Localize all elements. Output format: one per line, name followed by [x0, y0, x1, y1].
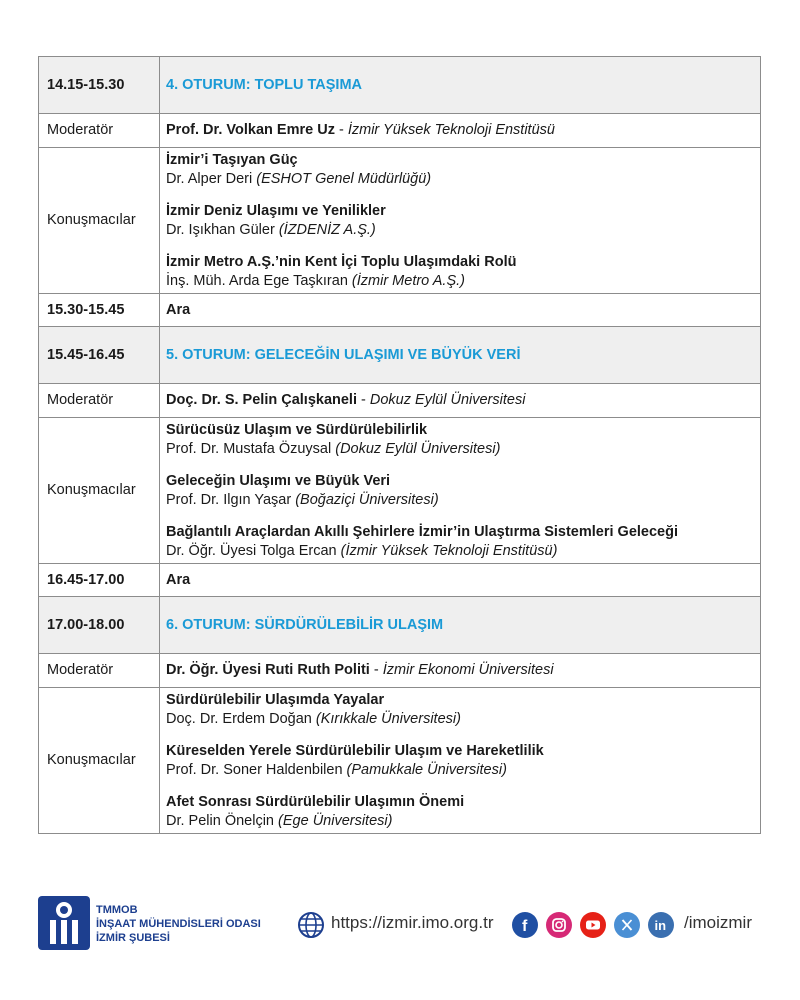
- talk-title: Afet Sonrası Sürdürülebilir Ulaşımın Önemi: [166, 794, 465, 810]
- talk-title: Bağlantılı Araçlardan Akıllı Şehirlere İzmir’in Ulaştırma Sistemleri Geleceği: [166, 524, 678, 540]
- website-link[interactable]: https://izmir.imo.org.tr: [331, 913, 494, 932]
- talk-title: İzmir Metro A.Ş.’nin Kent İçi Toplu Ulaşımdaki Rolü: [166, 254, 517, 270]
- moderator-affiliation: İzmir Yüksek Teknoloji Enstitüsü: [347, 122, 555, 138]
- talk-item: [166, 253, 760, 291]
- session-row: [39, 327, 761, 384]
- session-row: [39, 597, 761, 654]
- talk-affiliation: (İZDENİZ A.Ş.): [278, 222, 376, 238]
- talk-speaker: Prof. Dr. Soner Haldenbilen: [166, 762, 343, 778]
- session-title-text: 6. OTURUM: SÜRDÜRÜLEBİLİR ULAŞIM: [166, 616, 444, 633]
- break-time: 16.45-17.00: [39, 564, 160, 597]
- moderator-label: Moderatör: [39, 384, 160, 418]
- speakers-label: Konuşmacılar: [39, 418, 160, 564]
- talk-speaker-line: [166, 710, 760, 729]
- instagram-icon[interactable]: [546, 912, 572, 938]
- talk-speaker: Dr. Alper Deri: [166, 171, 253, 187]
- session-time: 17.00-18.00: [39, 597, 160, 654]
- talk-item: [166, 691, 760, 729]
- org-line-2: İNŞAAT MÜHENDİSLERİ ODASI: [96, 918, 261, 930]
- talk-title: İzmir Deniz Ulaşımı ve Yenilikler: [166, 203, 386, 219]
- talk-item: [166, 793, 760, 831]
- moderator-row: [39, 384, 761, 418]
- speakers-row: [39, 418, 761, 564]
- talk-affiliation: (Boğaziçi Üniversitesi): [295, 492, 439, 508]
- moderator-label: Moderatör: [39, 114, 160, 148]
- organization-name: [96, 903, 261, 945]
- moderator-cell: [160, 384, 761, 418]
- talk-speaker: Dr. Işıkhan Güler: [166, 222, 275, 238]
- speakers-cell: [160, 148, 761, 294]
- program-table: [38, 56, 761, 834]
- moderator-label: Moderatör: [39, 654, 160, 688]
- talk-speaker-line: [166, 542, 760, 561]
- talk-item: [166, 523, 760, 561]
- talk-affiliation: (Ege Üniversitesi): [278, 813, 393, 829]
- footer: [38, 896, 768, 952]
- speakers-label: Konuşmacılar: [39, 688, 160, 834]
- speakers-label: Konuşmacılar: [39, 148, 160, 294]
- talk-title: Küreselden Yerele Sürdürülebilir Ulaşım ve Hareketlilik: [166, 743, 544, 759]
- session-time: 14.15-15.30: [39, 57, 160, 114]
- talk-speaker: Dr. Öğr. Üyesi Tolga Ercan: [166, 543, 337, 559]
- talk-item: [166, 742, 760, 780]
- talk-item: [166, 151, 760, 189]
- talk-affiliation: (İzmir Metro A.Ş.): [351, 273, 465, 289]
- talk-speaker-line: [166, 272, 760, 291]
- talk-speaker-line: [166, 221, 760, 240]
- globe-icon: [298, 912, 324, 938]
- session-title: [160, 57, 761, 114]
- talk-speaker-line: [166, 812, 760, 831]
- talk-affiliation: (ESHOT Genel Müdürlüğü): [256, 171, 432, 187]
- talk-affiliation: (Dokuz Eylül Üniversitesi): [335, 441, 501, 457]
- facebook-icon[interactable]: [512, 912, 538, 938]
- break-label: Ara: [160, 564, 761, 597]
- talk-speaker: Prof. Dr. Mustafa Özuysal: [166, 441, 332, 457]
- talk-item: [166, 472, 760, 510]
- moderator-affiliation: İzmir Ekonomi Üniversitesi: [382, 662, 554, 678]
- svg-text:f: f: [522, 918, 528, 935]
- moderator-row: [39, 114, 761, 148]
- session-title-text: 4. OTURUM: TOPLU TAŞIMA: [166, 76, 363, 93]
- speakers-row: [39, 688, 761, 834]
- org-line-1: TMMOB: [96, 904, 138, 916]
- speakers-cell: [160, 418, 761, 564]
- imo-logo-icon: [38, 896, 90, 950]
- talk-speaker-line: [166, 491, 760, 510]
- social-handle[interactable]: /imoizmir: [684, 913, 752, 932]
- break-time: 15.30-15.45: [39, 294, 160, 327]
- session-title-text: 5. OTURUM: GELECEĞİN ULAŞIMI VE BÜYÜK VERİ: [166, 346, 521, 363]
- moderator-cell: [160, 114, 761, 148]
- break-row: [39, 294, 761, 327]
- speakers-row: [39, 148, 761, 294]
- talk-speaker: Prof. Dr. Ilgın Yaşar: [166, 492, 292, 508]
- org-line-3: İZMİR ŞUBESİ: [96, 932, 170, 944]
- session-title: [160, 327, 761, 384]
- talk-item: [166, 421, 760, 459]
- x-twitter-icon[interactable]: [614, 912, 640, 938]
- linkedin-icon[interactable]: [648, 912, 674, 938]
- talk-title: Geleceğin Ulaşımı ve Büyük Veri: [166, 473, 391, 489]
- talk-speaker-line: [166, 440, 760, 459]
- moderator-affiliation: Dokuz Eylül Üniversitesi: [369, 392, 526, 408]
- youtube-icon[interactable]: [580, 912, 606, 938]
- speakers-cell: [160, 688, 761, 834]
- moderator-separator: -: [334, 122, 348, 138]
- session-time: 15.45-16.45: [39, 327, 160, 384]
- talk-speaker: İnş. Müh. Arda Ege Taşkıran: [166, 273, 348, 289]
- talk-title: Sürdürülebilir Ulaşımda Yayalar: [166, 692, 385, 708]
- talk-speaker: Dr. Pelin Önelçin: [166, 813, 274, 829]
- talk-affiliation: (Pamukkale Üniversitesi): [346, 762, 507, 778]
- talk-affiliation: (Kırıkkale Üniversitesi): [315, 711, 461, 727]
- moderator-cell: [160, 654, 761, 688]
- moderator-separator: -: [357, 392, 370, 408]
- talk-speaker-line: [166, 761, 760, 780]
- talk-title: Sürücüsüz Ulaşım ve Sürdürülebilirlik: [166, 422, 428, 438]
- moderator-name: Prof. Dr. Volkan Emre Uz: [166, 122, 335, 138]
- svg-text:in: in: [654, 918, 667, 933]
- talk-affiliation: (İzmir Yüksek Teknoloji Enstitüsü): [340, 543, 558, 559]
- break-row: [39, 564, 761, 597]
- moderator-name: Doç. Dr. S. Pelin Çalışkaneli: [166, 392, 357, 408]
- moderator-row: [39, 654, 761, 688]
- moderator-name: Dr. Öğr. Üyesi Ruti Ruth Politi: [166, 662, 370, 678]
- session-title: [160, 597, 761, 654]
- talk-title: İzmir’i Taşıyan Güç: [166, 152, 298, 168]
- talk-speaker: Doç. Dr. Erdem Doğan: [166, 711, 312, 727]
- session-row: [39, 57, 761, 114]
- moderator-separator: -: [369, 662, 383, 678]
- talk-item: [166, 202, 760, 240]
- break-label: Ara: [160, 294, 761, 327]
- talk-speaker-line: [166, 170, 760, 189]
